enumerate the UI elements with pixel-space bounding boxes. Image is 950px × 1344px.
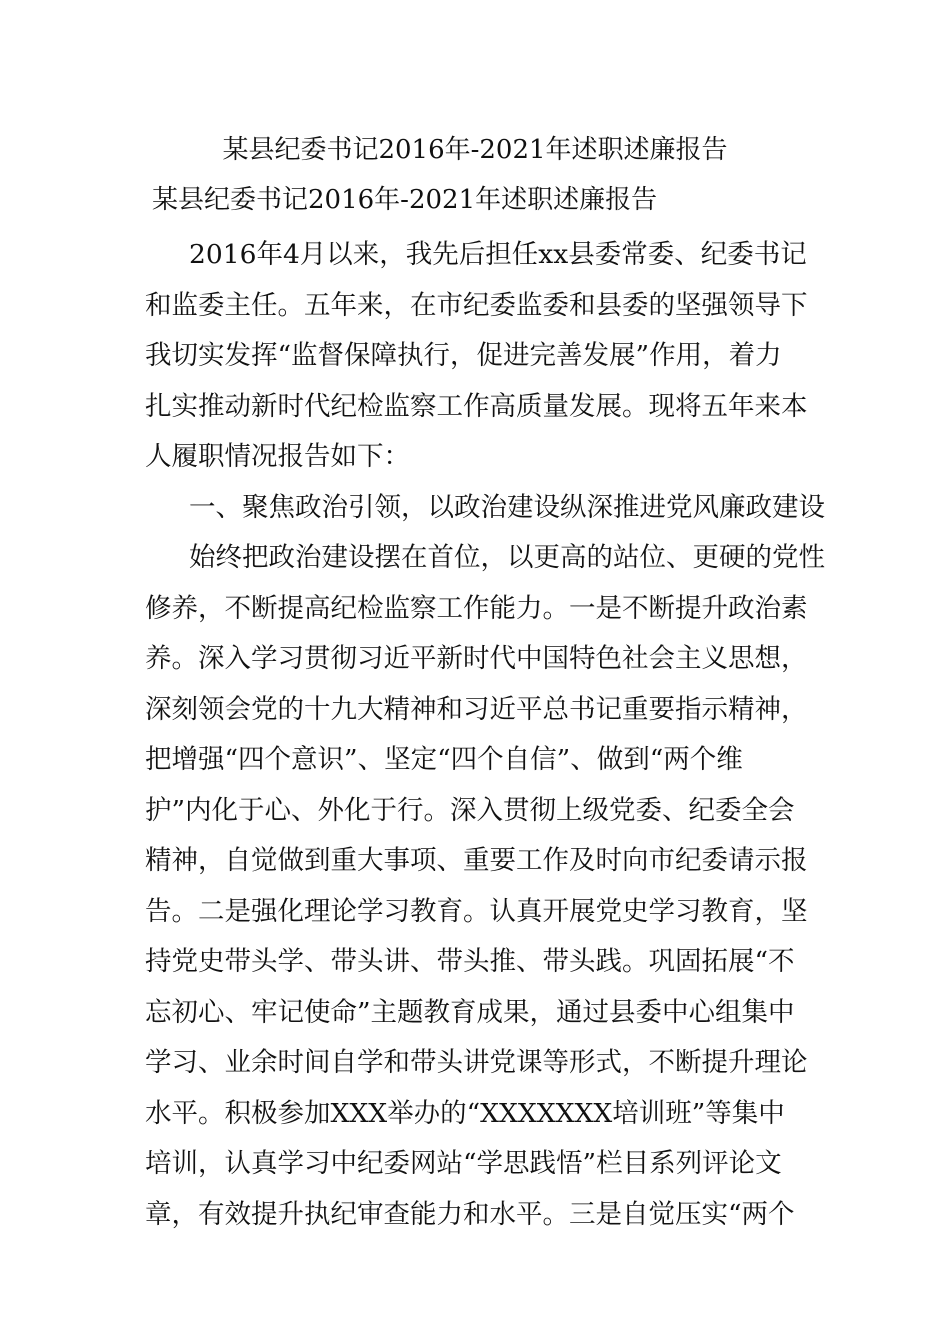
- body-line: 和监委主任。五年来，在市纪委监委和县委的坚强领导下: [145, 289, 808, 321]
- body-line: 学习、业余时间自学和带头讲党课等形式，不断提升理论: [145, 1047, 808, 1078]
- body-line: 始终把政治建设摆在首位，以更高的站位、更硬的党性: [189, 542, 825, 573]
- body-line: 把增强“四个意识”、坚定“四个自信”、做到“两个维: [145, 744, 743, 775]
- body-line: 告。二是强化理论学习教育。认真开展党史学习教育，坚: [145, 895, 808, 927]
- body-line: 养。深入学习贯彻习近平新时代中国特色社会主义思想，: [145, 643, 808, 674]
- body-line: 护”内化于心、外化于行。深入贯彻上级党委、纪委全会: [145, 794, 795, 826]
- body-line: 章，有效提升执纪审查能力和水平。三是自觉压实“两个: [145, 1198, 795, 1230]
- body-line: 修养，不断提高纪检监察工作能力。一是不断提升政治素: [145, 592, 808, 624]
- document-subtitle: 某县纪委书记2016年-2021年述职述廉报告: [152, 185, 658, 215]
- body-line: 一、聚焦政治引领，以政治建设纵深推进党风廉政建设: [189, 491, 825, 523]
- body-line: 水平。积极参加XXX举办的“XXXXXXX培训班”等集中: [145, 1097, 785, 1129]
- body-line: 培训，认真学习中纪委网站“学思践悟”栏目系列评论文: [145, 1148, 782, 1179]
- body-line: 深刻领会党的十九大精神和习近平总书记重要指示精神，: [145, 693, 808, 725]
- body-line: 我切实发挥“监督保障执行，促进完善发展”作用，着力: [145, 340, 782, 371]
- body-line: 扎实推动新时代纪检监察工作高质量发展。现将五年来本: [145, 390, 808, 422]
- body-line: 2016年4月以来，我先后担任xx县委常委、纪委书记: [189, 239, 807, 270]
- document-title: 某县纪委书记2016年-2021年述职述廉报告: [222, 135, 728, 165]
- document-body: [145, 230, 825, 1240]
- body-line: 人履职情况报告如下：: [145, 441, 410, 472]
- body-line: 忘初心、牢记使命”主题教育成果，通过县委中心组集中: [145, 996, 795, 1028]
- body-line: 持党史带头学、带头讲、带头推、带头践。巩固拓展“不: [145, 946, 795, 977]
- body-line: 精神，自觉做到重大事项、重要工作及时向市纪委请示报: [145, 845, 808, 876]
